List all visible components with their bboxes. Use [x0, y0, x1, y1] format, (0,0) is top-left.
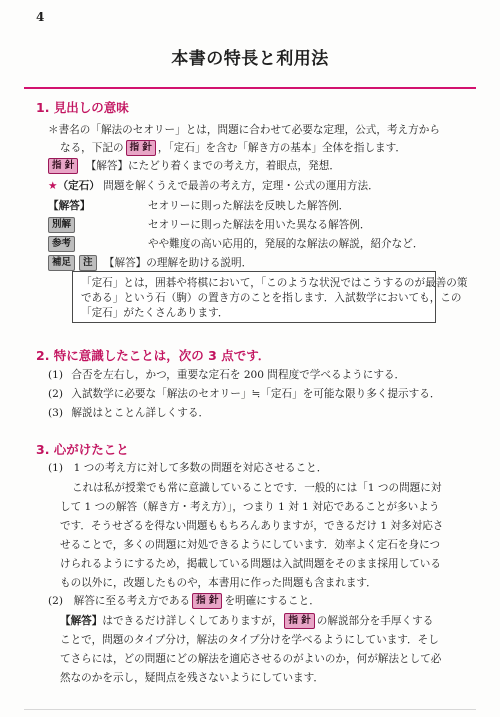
section2-heading: 2. 特に意識したことは，次の 3 点です．	[36, 348, 271, 363]
footer-rule	[24, 709, 476, 710]
item-text: 合否を左右し，かつ，重要な定石を 200 問程度で学べるようにする．	[71, 369, 406, 381]
definition-shishin	[48, 158, 448, 174]
definition-hosoku	[48, 255, 468, 271]
chuu-tag: 注	[79, 255, 97, 271]
kaitou-label: 【解答】	[60, 615, 103, 627]
definition-joseki	[48, 178, 468, 194]
shishin-tag: 指 針	[126, 140, 156, 156]
section3-heading: 3. 心がけたこと	[36, 442, 129, 457]
title-rule	[24, 87, 476, 89]
body-line: せることで，多くの問題に対処できるようにしています．効率よく定石を身につ	[60, 539, 441, 551]
body-line: けられるようにするため，掲載している問題は入試問題をそのまま採用している	[60, 558, 441, 570]
star-icon: ★	[48, 180, 58, 192]
definition-kaitou	[48, 198, 468, 214]
item-text: 解説はとことん詳しくする．	[71, 407, 210, 419]
page-title: 本書の特長と利用法	[171, 49, 329, 69]
section3-item2-line1	[60, 613, 433, 629]
shishin-tag: 指 針	[284, 613, 314, 629]
sankou-tag: 参考	[48, 236, 75, 252]
definition-desc: 【解答】にたどり着くまでの考え方，着眼点，発想．	[85, 160, 340, 172]
section2-item-2	[48, 386, 440, 402]
section1-heading: 1. 見出しの意味	[36, 100, 129, 115]
betsukai-tag: 別解	[48, 217, 75, 233]
shishin-tag: 指 針	[192, 593, 222, 609]
item-number: (2)	[48, 388, 64, 400]
definition-desc: セオリーに則った解法を用いた異なる解答例．	[148, 219, 371, 231]
intro-text-b: ，「定石」を含む「解き方の基本」全体を指します．	[157, 142, 406, 154]
body-line: して 1 つの解答（解き方・考え方）」，つまり 1 対 1 対応であることが多いよう	[60, 501, 440, 513]
body-line: もの以外に，改題したものや，本書用に作った問題も含まれます．	[60, 577, 377, 589]
title-text-b: を明確にすること．	[224, 595, 320, 607]
item-number: (3)	[48, 407, 64, 419]
definition-desc: セオリーに則った解法を反映した解答例．	[148, 200, 350, 212]
section1-intro-line1: ＊書名の「解法のセオリー」とは，問題に合わせて必要な定理，公式，考え方から	[48, 124, 440, 136]
item-text: 入試数学に必要な「解法のセオリー」≒「定石」を可能な限り多く提示する．	[71, 388, 441, 400]
line-text: はできるだけ詳しくしてありますが，	[102, 615, 283, 627]
definition-desc: やや難度の高い応用的，発展的な解法の解説，紹介など．	[148, 238, 424, 250]
note-line: 「定石」がたくさんあります．	[81, 307, 229, 319]
body-line: です．そうせざるを得ない問題ももちろんありますが，できるだけ 1 対多対応さ	[60, 520, 444, 532]
note-line: 「定石」とは，囲碁や将棋において，「このような状況ではこうするのが最善の策	[81, 277, 468, 289]
item-number: (1)	[48, 369, 64, 381]
page-number: 4	[36, 10, 45, 24]
definition-sankou	[48, 236, 468, 252]
definition-betsukai	[48, 217, 468, 233]
body-line: 然なのかを示し，疑問点を残さないようにしています．	[60, 672, 324, 684]
section3-item2-title	[48, 593, 320, 609]
joseki-note-box	[72, 271, 468, 323]
body-line: ことで，問題のタイプ分け，解法のタイプ分けを学べるようにしています．そし	[60, 634, 439, 646]
body-line: これは私が授業でも常に意識していることです．一般的には「1 つの問題に対	[72, 482, 442, 494]
definition-desc: 問題を解くうえで最善の考え方，定理・公式の運用方法．	[103, 180, 379, 192]
intro-text-a: なる，下記の	[60, 142, 124, 154]
section2-item-3	[48, 405, 209, 421]
note-line: である」という石（駒）の置き方のことを指します．入試数学においても，この	[81, 292, 462, 304]
kaitou-label: 【解答】	[48, 200, 91, 212]
section1-intro-line2	[60, 140, 406, 156]
joseki-label: ★（定石）	[48, 180, 100, 192]
body-line: てさらには，どの問題にどの解法を適応させるのがよいのか，何が解法として必	[60, 653, 442, 665]
hosoku-tag: 補足	[48, 255, 75, 271]
section3-item1-title: (1) 1 つの考え方に対して多数の問題を対応させること．	[48, 462, 328, 474]
title-text-a: (2) 解答に至る考え方である	[48, 595, 191, 607]
line-text: の解説部分を手厚くする	[316, 615, 434, 627]
shishin-tag: 指 針	[48, 158, 78, 174]
section2-item-1	[48, 367, 405, 383]
definition-desc: 【解答】の理解を助ける説明．	[103, 257, 253, 269]
